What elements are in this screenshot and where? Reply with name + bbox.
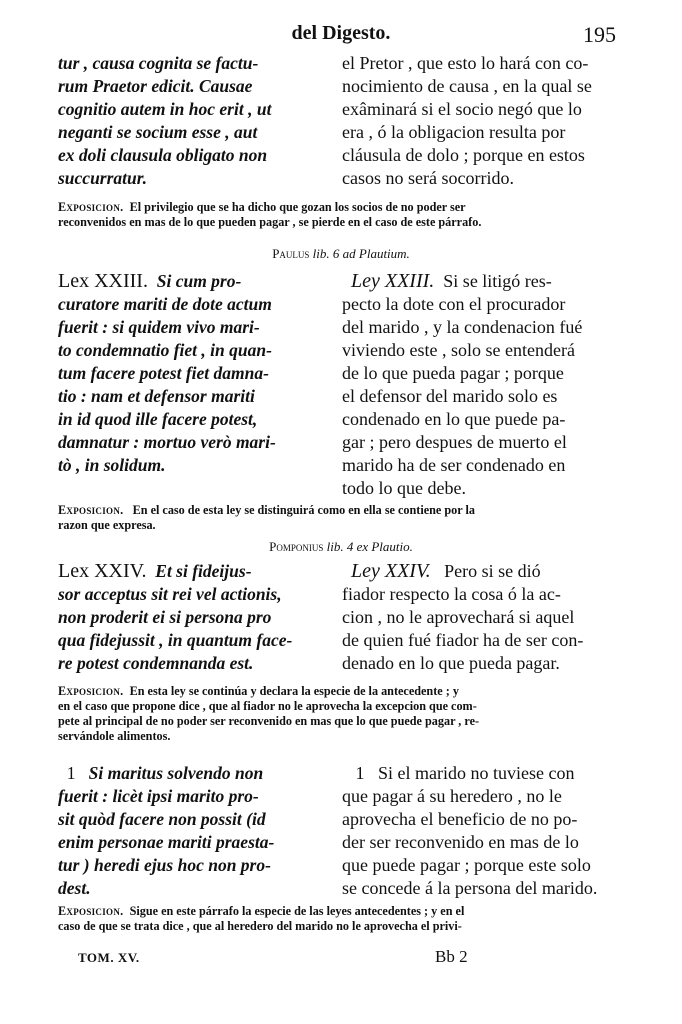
spanish-line: gar ; pero despues de muerto el [342, 432, 567, 452]
spanish-line: se concede á la persona del marido. [342, 878, 598, 898]
spanish-line: nocimiento de causa , en la qual se [342, 76, 592, 96]
latin-line: in id quod ille facere potest, [58, 409, 258, 429]
spanish-line: cláusula de dolo ; porque en estos [342, 145, 585, 165]
latin-line: fuerit : si quidem vivo mari- [58, 317, 260, 337]
spanish-line: el Pretor , que esto lo hará con co- [342, 53, 589, 73]
latin-line: Si cum pro- [156, 271, 242, 291]
latin-line: tò , in solidum. [58, 455, 166, 475]
latin-line: damnatur : mortuo verò mari- [58, 432, 276, 452]
latin-column [58, 560, 326, 675]
latin-line: tur ) heredi ejus hoc non pro- [58, 855, 271, 875]
spanish-line: denado en lo que pueda pagar. [342, 653, 560, 673]
spanish-line: el defensor del marido solo es [342, 386, 558, 406]
spanish-line: exâminará si el socio negó que lo [342, 99, 582, 119]
latin-column [58, 52, 326, 190]
latin-line: rum Praetor edicit. Causae [58, 76, 253, 96]
spanish-column [342, 52, 614, 190]
spanish-line: cion , no le aprovechará si aquel [342, 607, 575, 627]
latin-line: neganti se socium esse , aut [58, 122, 258, 142]
spanish-line: viviendo este , solo se entenderá [342, 340, 575, 360]
exposition-label: Exposicion. [58, 200, 124, 214]
exposition-line: pete al principal de no poder ser reconvenido en mas que lo que puede pagar , re- [58, 714, 480, 728]
spanish-line: todo lo que debe. [342, 478, 466, 498]
exposition [58, 684, 618, 744]
exposition-line: En el caso de esta ley se distinguirá como en ella se contiene por la [132, 503, 475, 517]
law-heading: Ley XXIII. [351, 270, 435, 292]
latin-column [58, 762, 326, 900]
exposition-label: Exposicion. [58, 503, 124, 517]
exposition-line: razon que expresa. [58, 518, 156, 532]
exposition-line: reconvenidos en mas de lo que pueden pagar , se pierde en el caso de este párrafo. [58, 215, 482, 229]
latin-line: curatore mariti de dote actum [58, 294, 272, 314]
latin-line: to condemnatio fiet , in quan- [58, 340, 272, 360]
spanish-line: Si se litigó res- [443, 271, 552, 291]
exposition-line: servándole alimentos. [58, 729, 171, 743]
spanish-line: Pero si se dió [444, 561, 541, 581]
spanish-line: de quien fué fiador ha de ser con- [342, 630, 584, 650]
latin-line: fuerit : licèt ipsi marito pro- [58, 786, 259, 806]
latin-line: tum facere potest fiet damna- [58, 363, 269, 383]
attribution [0, 246, 682, 262]
attribution-source: lib. 4 ex Plautio. [326, 539, 413, 554]
latin-line: ex doli clausula obligato non [58, 145, 268, 165]
spanish-line: casos no será socorrido. [342, 168, 514, 188]
spanish-column [342, 270, 614, 500]
spanish-column [342, 560, 614, 675]
exposition-label: Exposicion. [58, 904, 124, 918]
spanish-line: Si el marido no tuviese con [378, 763, 575, 783]
spanish-line: era , ó la obligacion resulta por [342, 122, 566, 142]
page-header [0, 22, 682, 48]
latin-line: sor acceptus sit rei vel actionis, [58, 584, 282, 604]
latin-line: non proderit ei si persona pro [58, 607, 272, 627]
law-heading: Lex XXIV. [58, 560, 147, 582]
latin-column [58, 270, 326, 477]
attribution-author: Pomponius [269, 539, 324, 554]
latin-line: re potest condemnanda est. [58, 653, 254, 673]
spanish-line: que pagar á su heredero , no le [342, 786, 562, 806]
latin-line: qua fidejussit , in quantum face- [58, 630, 293, 650]
paragraph-number: 1 [355, 763, 365, 783]
law-heading: Ley XXIV. [351, 560, 431, 582]
exposition-label: Exposicion. [58, 684, 124, 698]
spanish-line: marido ha de ser condenado en [342, 455, 566, 475]
spanish-line: que puede pagar ; porque este solo [342, 855, 591, 875]
latin-line: tio : nam et defensor mariti [58, 386, 255, 406]
exposition-line: En esta ley se continúa y declara la especie de la antecedente ; y [129, 684, 459, 698]
exposition-line: caso de que se trata dice , que al heredero del marido no le aprovecha el privi- [58, 919, 462, 933]
latin-line: succurratur. [58, 168, 147, 188]
law-heading: Lex XXIII. [58, 270, 148, 292]
latin-line: enim personae mariti praesta- [58, 832, 275, 852]
attribution-source: lib. 6 ad Plautium. [312, 246, 410, 261]
attribution-author: Paulus [272, 246, 310, 261]
exposition-line: Sigue en este párrafo la especie de las leyes antecedentes ; y en el [129, 904, 465, 918]
spanish-line: der ser reconvenido en mas de lo [342, 832, 579, 852]
latin-line: Et si fideijus- [155, 561, 252, 581]
spanish-column [342, 762, 614, 900]
attribution [0, 539, 682, 555]
exposition [58, 904, 618, 934]
latin-line: cognitio autem in hoc erit , ut [58, 99, 272, 119]
page-number: 195 [583, 22, 616, 47]
spanish-line: pecto la dote con el procurador [342, 294, 566, 314]
spanish-line: del marido , y la condenacion fué [342, 317, 583, 337]
spanish-line: aprovecha el beneficio de no po- [342, 809, 578, 829]
exposition [58, 200, 618, 230]
paragraph-number: 1 [66, 763, 76, 783]
latin-line: Si maritus solvendo non [88, 763, 264, 783]
latin-line: sit quòd facere non possit (id [58, 809, 266, 829]
latin-line: dest. [58, 878, 91, 898]
spanish-line: fiador respecto la cosa ó la ac- [342, 584, 561, 604]
latin-line: tur , causa cognita se factu- [58, 53, 259, 73]
volume-mark: TOM. XV. [78, 950, 140, 965]
exposition-line: en el caso que propone dice , que al fiador no le aprovecha la excepcion que com- [58, 699, 477, 713]
running-title: del Digesto. [291, 22, 391, 44]
exposition [58, 503, 618, 533]
spanish-line: de lo que pueda pagar ; porque [342, 363, 564, 383]
signature-mark: Bb 2 [435, 947, 468, 966]
spanish-line: condenado en lo que puede pa- [342, 409, 566, 429]
exposition-line: El privilegio que se ha dicho que gozan los socios de no poder ser [129, 200, 466, 214]
